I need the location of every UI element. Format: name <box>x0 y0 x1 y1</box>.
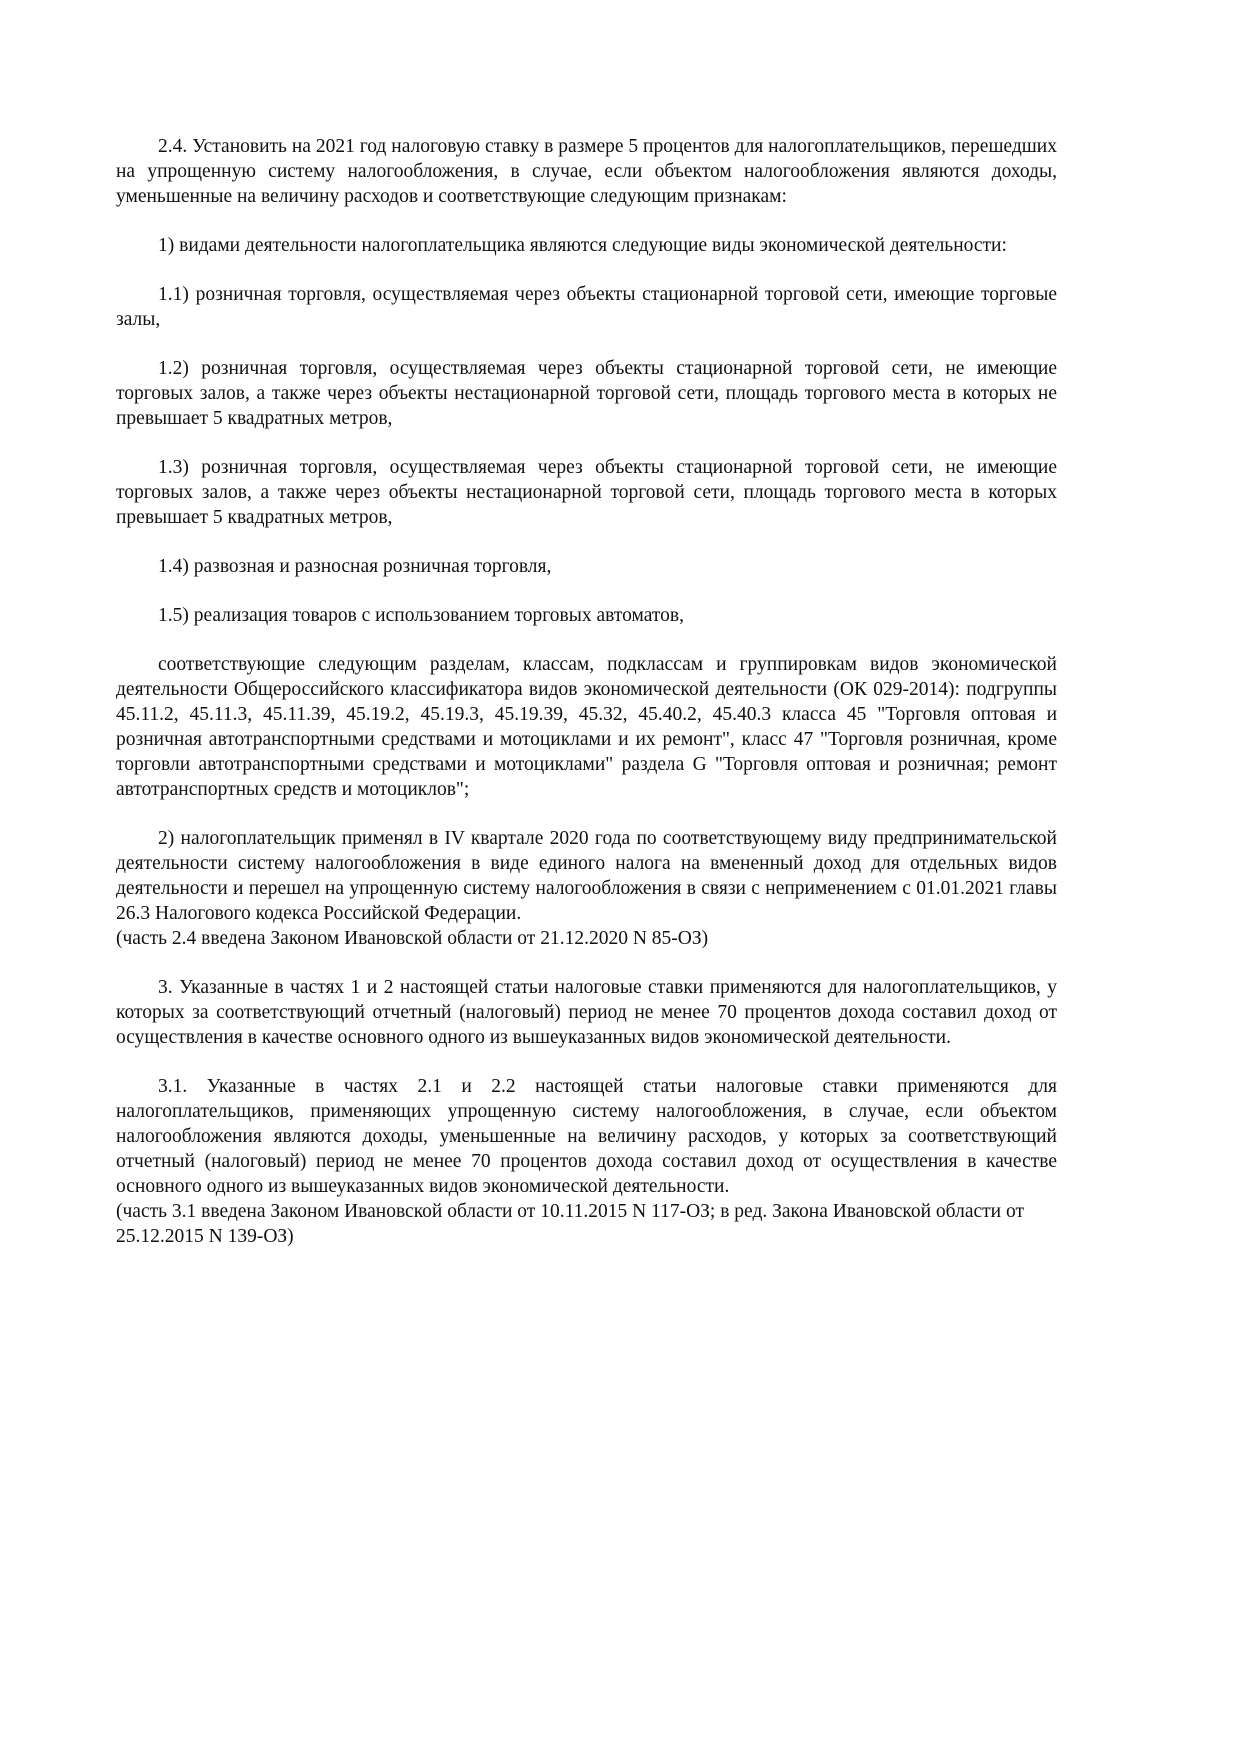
amendment-note: (часть 2.4 введена Законом Ивановской области от 21.12.2020 N 85-ОЗ) <box>116 928 709 949</box>
paragraph-text: 1.4) развозная и разносная розничная торговля, <box>158 556 552 577</box>
paragraph-text: 3.1. Указанные в частях 2.1 и 2.2 настоящей статьи налоговые ставки применяются для налогоплательщиков, применяющих упрощенную систему налогообложения, в случае, если объектом налогообложения являются доходы, уменьшенные на величину расходов, у которых за соответствующий отчетный (налоговый) период не менее 70 процентов дохода составил доход от осуществления в качестве основного одного из вышеуказанных видов экономической деятельности. <box>116 1076 1057 1197</box>
paragraph-text: 1.1) розничная торговля, осуществляемая через объекты стационарной торговой сети, имеющие торговые залы, <box>116 284 1057 330</box>
paragraph-text: 2) налогоплательщик применял в IV квартале 2020 года по соответствующему виду предпринимательской деятельности систему налогообложения в виде единого налога на вмененный доход для отдельных видов деятельности и перешел на упрощенную систему налогообложения в связи с неприменением с 01.01.2021 главы 26.3 Налогового кодекса Российской Федерации. <box>116 828 1057 924</box>
paragraph <box>116 356 1057 431</box>
paragraph <box>116 455 1057 530</box>
paragraph-text: 1.3) розничная торговля, осуществляемая через объекты стационарной торговой сети, не имеющие торговых залов, а также через объекты нестационарной торговой сети, площадь торгового места в которых превышает 5 квадратных метров, <box>116 457 1057 528</box>
paragraph <box>116 1074 1057 1249</box>
paragraph-text: 1.2) розничная торговля, осуществляемая через объекты стационарной торговой сети, не имеющие торговых залов, а также через объекты нестационарной торговой сети, площадь торгового места в которых не превышает 5 квадратных метров, <box>116 358 1057 429</box>
paragraph <box>116 282 1057 332</box>
paragraph-text: 1.5) реализация товаров с использованием торговых автоматов, <box>158 605 684 626</box>
paragraph <box>116 233 1057 258</box>
amendment-note: (часть 3.1 введена Законом Ивановской области от 10.11.2015 N 117-ОЗ; в ред. Закона Ивановской области от 25.12.2015 N 139-ОЗ) <box>116 1201 1024 1247</box>
document-page <box>116 134 1057 1273</box>
paragraph <box>116 134 1057 209</box>
paragraph <box>116 975 1057 1050</box>
paragraph <box>116 652 1057 802</box>
paragraph-text: соответствующие следующим разделам, классам, подклассам и группировкам видов экономической деятельности Общероссийского классификатора видов экономической деятельности (ОК 029-2014): подгруппы 45.11.2, 45.11.3, 45.11.39, 45.19.2, 45.19.3, 45.19.39, 45.32, 45.40.2, 45.40.3 класса 45 "Торговля оптовая и розничная автотранспортными средствами и мотоциклами и их ремонт", класс 47 "Торговля розничная, кроме торговли автотранспортными средствами и мотоциклами" раздела G "Торговля оптовая и розничная; ремонт автотранспортных средств и мотоциклов"; <box>116 654 1057 800</box>
paragraph-text: 3. Указанные в частях 1 и 2 настоящей статьи налоговые ставки применяются для налогоплательщиков, у которых за соответствующий отчетный (налоговый) период не менее 70 процентов дохода составил доход от осуществления в качестве основного одного из вышеуказанных видов экономической деятельности. <box>116 977 1057 1048</box>
paragraph <box>116 603 1057 628</box>
paragraph-text: 2.4. Установить на 2021 год налоговую ставку в размере 5 процентов для налогоплательщиков, перешедших на упрощенную систему налогообложения, в случае, если объектом налогообложения являются доходы, уменьшенные на величину расходов и соответствующие следующим признакам: <box>116 136 1057 207</box>
paragraph-text: 1) видами деятельности налогоплательщика являются следующие виды экономической деятельности: <box>158 235 1007 256</box>
paragraph <box>116 554 1057 579</box>
paragraph <box>116 826 1057 951</box>
